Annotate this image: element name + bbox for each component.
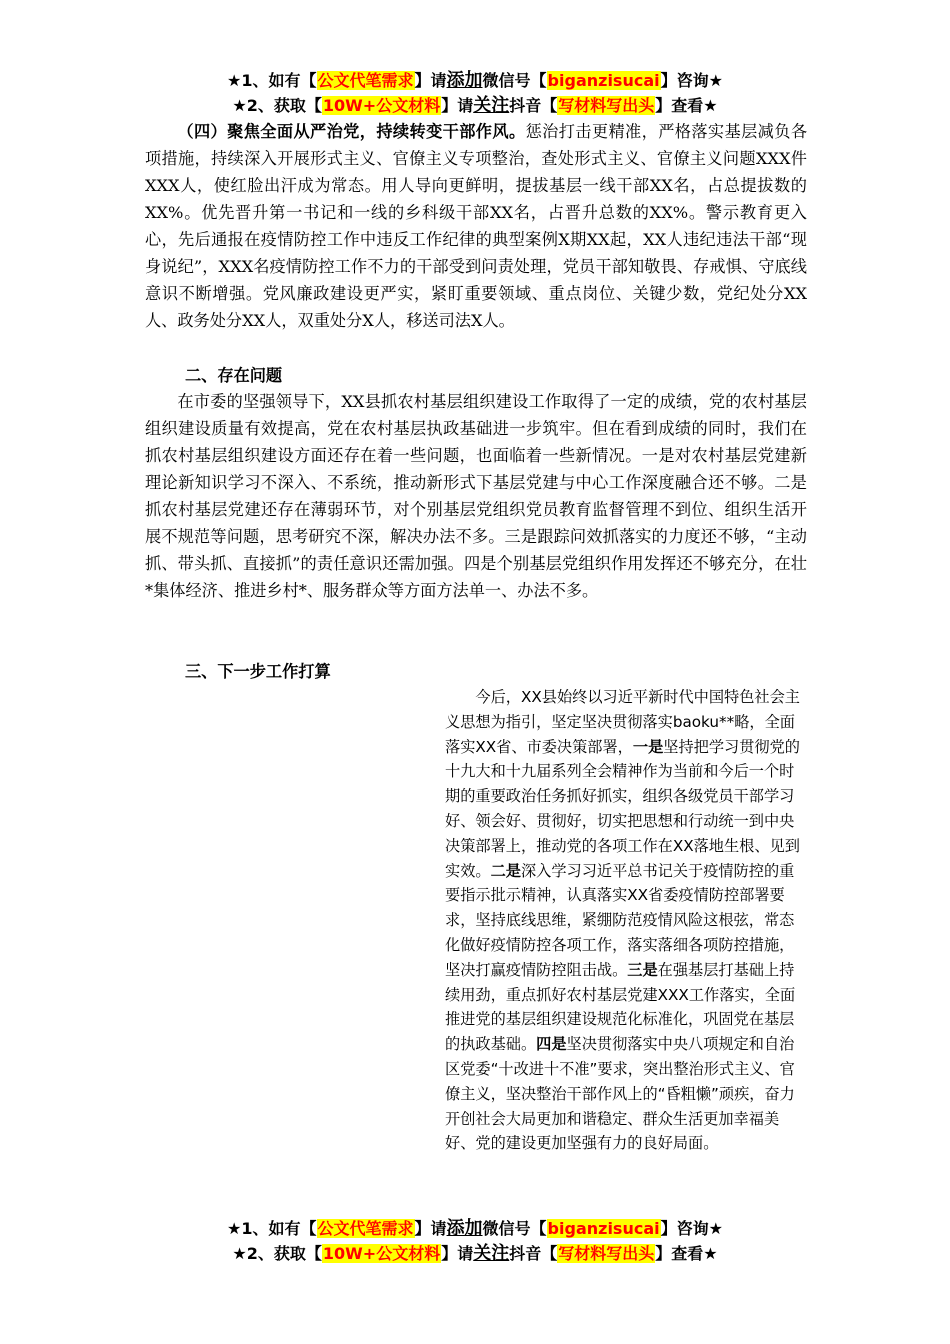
banner-text: 】咨询★	[660, 1219, 723, 1238]
underlined-text: 关注	[473, 95, 510, 116]
section-four-text: 惩治打击更精准，严格落实基层减负各项措施，持续深入开展形式主义、官僚主义专项整治，查处形式主义、官僚主义问题XXX件XXX人，使红脸出汗成为常态。用人导向更鲜明，提拔基层一线干部XX名，占总提拔数的XX%。优先晋升第一书记和一线的乡科级干部XX名，占晋升总数的XX%。警示教育更入心，先后通报在疫情防控工作中违反工作纪律的典型案例X期XX起，XX人违纪违法干部“现身说纪”，XXX名疫情防控工作不力的干部受到问责处理，党员干部知敬畏、存戒惧、守底线意识不断增强。党风廉政建设更严实，紧盯重要领域、重点岗位、关键少数，党纪处分XX人、政务处分XX人，双重处分X人，移送司法X人。	[145, 122, 808, 330]
banner-text: 微信号【	[482, 1219, 547, 1238]
problems-paragraph: 在市委的坚强领导下，XX县抓农村基层组织建设工作取得了一定的成绩，党的农村基层组织建设质量有效提高，党在农村基层执政基础进一步筑牢。但在看到成绩的同时，我们在抓农村基层组织建设方面还存在着一些问题，也面临着一些新情况。一是对农村基层党建新理论新知识学习不深入、不系统，推动新形式下基层党建与中心工作深度融合还不够。二是抓农村基层党建还存在薄弱环节，对个别基层党组织党员教育监督管理不到位、组织生活开展不规范等问题，思考研究不深，解决办法不多。三是跟踪问效抓落实的力度还不够，“主动抓、带头抓、直接抓”的责任意识还需加强。四是个别基层党组织作用发挥还不够充分，在壮*集体经济、推进乡村*、服务群众等方面方法单一、办法不多。	[145, 392, 807, 600]
highlight-text: 写材料写出头	[558, 96, 655, 115]
plan-point-3-label: 三是	[627, 960, 658, 979]
banner-text: 】请	[414, 1219, 447, 1238]
highlight-text: biganzisucai	[547, 71, 660, 90]
banner-line-2-bottom	[0, 1243, 950, 1265]
banner-text: 】请	[414, 71, 447, 90]
banner-text: 】查看★	[655, 1244, 718, 1263]
banner-text: 】请	[441, 1244, 474, 1263]
banner-text: 微信号【	[482, 71, 547, 90]
banner-line-1-bottom	[0, 1218, 950, 1240]
plan-point-1-text: 坚持把学习贯彻党的十九大和十九届系列全会精神作为当前和今后一个时期的重要政治任务抓好抓实，组织各级党员干部学习好、领会好、贯彻好，切实把思想和行动统一到中央决策部署上，推动党的各项工作在XX落地生根、见到实效。	[445, 737, 800, 880]
highlight-text: 写材料写出头	[558, 1244, 655, 1263]
banner-text: ★2、获取【	[232, 1244, 322, 1263]
heading-next-steps: 三、下一步工作打算	[185, 662, 331, 681]
underlined-text: 添加	[446, 70, 483, 91]
banner-text: ★1、如有【	[227, 1219, 317, 1238]
banner-text: ★2、获取【	[232, 96, 322, 115]
underlined-text: 关注	[473, 1243, 510, 1264]
banner-line-1	[0, 70, 950, 92]
plan-intro: 今后，XX县始终以习近平新时代中国特色社会主义思想为指引，坚定坚决贯彻落实baoku**略，全面落实XX省、市委决策部署，	[445, 688, 800, 756]
highlight-text: 10W+公文材料	[322, 96, 441, 115]
highlight-text: biganzisucai	[547, 1219, 660, 1238]
highlight-text: 公文代笔需求	[317, 1219, 414, 1238]
banner-text: ★1、如有【	[227, 71, 317, 90]
banner-line-2	[0, 95, 950, 117]
plan-section	[445, 685, 807, 1156]
plan-point-4-label: 四是	[536, 1035, 567, 1054]
banner-text: 】请	[441, 96, 474, 115]
section-four	[145, 118, 807, 334]
heading-problems: 二、存在问题	[185, 366, 283, 385]
plan-point-3-text: 在强基层打基础上持续用劲，重点抓好农村基层党建XXX工作落实，全面推进党的基层组织建设规范化标准化，巩固党在基层的执政基础。	[445, 960, 796, 1054]
highlight-text: 公文代笔需求	[317, 71, 414, 90]
plan-paragraph	[445, 685, 807, 1156]
plan-point-2-text: 深入学习习近平总书记关于疫情防控的重要指示批示精神，认真落实XX省委疫情防控部署要求，坚持底线思维，紧绷防范疫情风险这根弦，常态化做好疫情防控各项工作，落实落细各项防控措施，坚决打赢疫情防控阻击战。	[445, 861, 795, 979]
highlight-text: 10W+公文材料	[322, 1244, 441, 1263]
problems-section	[145, 388, 807, 604]
section-four-lead: （四）聚焦全面从严治党，持续转变干部作风。	[177, 122, 526, 141]
banner-text: 抖音【	[509, 96, 558, 115]
plan-point-1-label: 一是	[632, 737, 664, 756]
plan-point-2-label: 二是	[490, 861, 521, 880]
section-four-paragraph	[145, 118, 807, 334]
banner-text: 】查看★	[655, 96, 718, 115]
banner-text: 】咨询★	[660, 71, 723, 90]
banner-text: 抖音【	[509, 1244, 558, 1263]
underlined-text: 添加	[446, 1218, 483, 1239]
plan-point-4-text: 坚决贯彻落实中央八项规定和自治区党委“十改进十不准”要求，突出整治形式主义、官僚主义，坚决整治干部作风上的“昏粗懒”顽疾，奋力开创社会大局更加和谐稳定、群众生活更加幸福美好、党的建设更加坚强有力的良好局面。	[445, 1035, 795, 1153]
